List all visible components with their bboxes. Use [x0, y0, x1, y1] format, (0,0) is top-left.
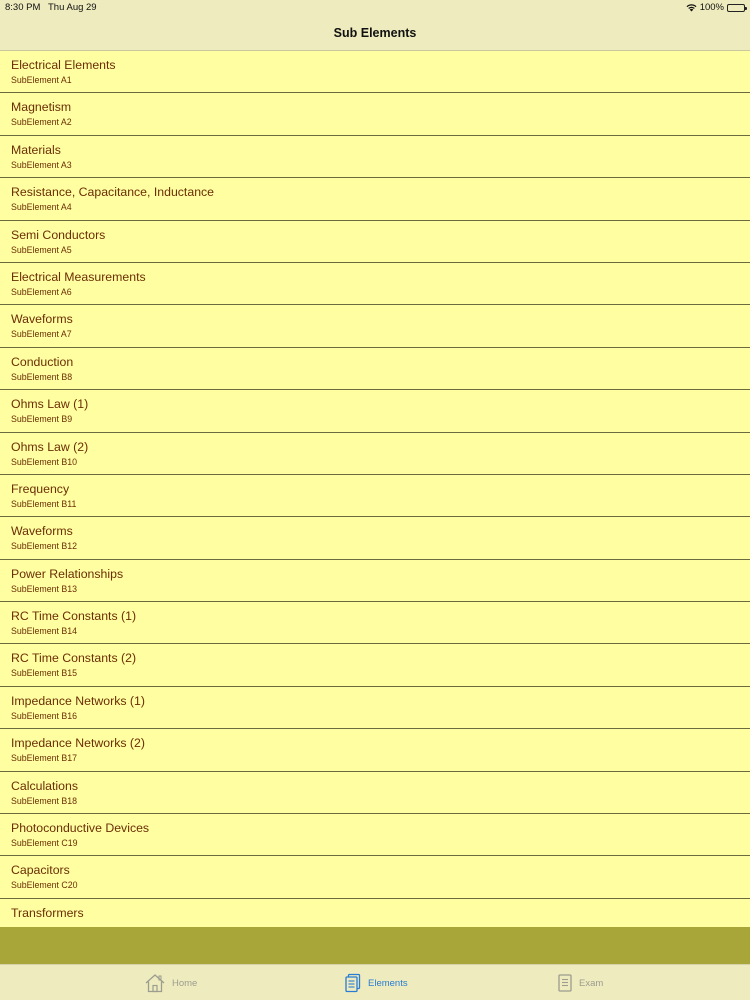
list-item-subtitle: SubElement B18 [11, 795, 78, 806]
list-item[interactable] [0, 729, 750, 771]
list-item-title: Impedance Networks (1) [11, 693, 145, 708]
elements-icon [344, 973, 362, 993]
list-item[interactable] [0, 433, 750, 475]
list-item-subtitle: SubElement B17 [11, 753, 78, 764]
battery-percent: 100% [699, 2, 724, 13]
list-item-title: Frequency [11, 481, 70, 496]
list-item-subtitle: SubElement C20 [11, 880, 78, 891]
list-item-subtitle: SubElement B10 [11, 456, 78, 467]
list-item[interactable] [0, 814, 750, 856]
list-item-title: Power Relationships [11, 566, 124, 581]
list-item-title: Photoconductive Devices [11, 821, 150, 836]
tab-bar [0, 964, 750, 1000]
list-item-title: Impedance Networks (2) [11, 736, 145, 751]
tab-exam[interactable] [557, 965, 603, 1000]
list-item-title: Capacitors [11, 863, 70, 878]
list-item[interactable] [0, 602, 750, 644]
list-item-subtitle: SubElement A4 [11, 202, 72, 213]
list-item-title: Waveforms [11, 524, 73, 539]
list-item[interactable] [0, 221, 750, 263]
list-item-title: RC Time Constants (2) [11, 651, 137, 666]
status-bar [0, 0, 750, 16]
list-item-title: Waveforms [11, 312, 73, 327]
list-item-subtitle: SubElement B14 [11, 626, 78, 637]
list-item-subtitle: SubElement B9 [11, 414, 73, 425]
list-item-title: Ohms Law (2) [11, 439, 89, 454]
page-title: Sub Elements [333, 26, 417, 40]
list-item-title: Ohms Law (1) [11, 397, 89, 412]
tab-home[interactable] [144, 965, 197, 1000]
list-item[interactable] [0, 305, 750, 347]
list-item-title: Conduction [11, 354, 74, 369]
list-item[interactable] [0, 772, 750, 814]
list-item-subtitle: SubElement A3 [11, 159, 72, 170]
list-item-subtitle: SubElement A2 [11, 117, 72, 128]
wifi-icon [686, 3, 697, 12]
status-date: Thu Aug 29 [48, 2, 97, 13]
list-item-subtitle: SubElement A6 [11, 286, 72, 297]
tab-label: Exam [579, 977, 604, 989]
list-item[interactable] [0, 475, 750, 517]
list-item-title: Transformers [11, 905, 84, 920]
list-item-title: Materials [11, 142, 61, 157]
list-item-subtitle: SubElement B12 [11, 541, 78, 552]
list-item-subtitle: SubElement B15 [11, 668, 78, 679]
list-item[interactable] [0, 136, 750, 178]
tab-label: Home [172, 977, 198, 989]
list-item[interactable] [0, 178, 750, 220]
list-item-title: Electrical Measurements [11, 269, 146, 284]
list-item[interactable] [0, 899, 750, 927]
sub-elements-list[interactable] [0, 51, 750, 927]
list-item-subtitle: SubElement B16 [11, 710, 78, 721]
status-indicators [686, 2, 745, 13]
list-item[interactable] [0, 348, 750, 390]
list-item[interactable] [0, 560, 750, 602]
home-icon [144, 973, 166, 993]
list-item-title: RC Time Constants (1) [11, 609, 137, 624]
list-item[interactable] [0, 687, 750, 729]
list-item-subtitle: SubElement A5 [11, 244, 72, 255]
list-item-subtitle: SubElement A1 [11, 75, 72, 85]
list-item[interactable] [0, 93, 750, 135]
tab-elements[interactable] [344, 965, 408, 1000]
list-item-title: Electrical Elements [11, 58, 116, 72]
list-item-subtitle: SubElement C19 [11, 838, 78, 849]
list-item-subtitle: SubElement B13 [11, 583, 78, 594]
list-item[interactable] [0, 51, 750, 93]
bottom-banner-area [0, 927, 750, 964]
list-item[interactable] [0, 644, 750, 686]
tab-label: Elements [368, 977, 408, 989]
battery-icon [727, 4, 745, 12]
list-item-subtitle: SubElement A7 [11, 329, 72, 340]
navigation-bar [0, 16, 750, 51]
list-item[interactable] [0, 263, 750, 305]
exam-icon [557, 973, 573, 993]
list-item-title: Calculations [11, 778, 78, 793]
list-item-title: Resistance, Capacitance, Inductance [11, 185, 215, 200]
list-item-subtitle: SubElement B8 [11, 371, 73, 382]
list-item[interactable] [0, 517, 750, 559]
list-item[interactable] [0, 390, 750, 432]
list-item-title: Magnetism [11, 100, 72, 115]
list-item-title: Semi Conductors [11, 227, 106, 242]
status-time: 8:30 PM [5, 2, 41, 13]
list-item[interactable] [0, 856, 750, 898]
list-item-subtitle: SubElement B11 [11, 498, 77, 509]
